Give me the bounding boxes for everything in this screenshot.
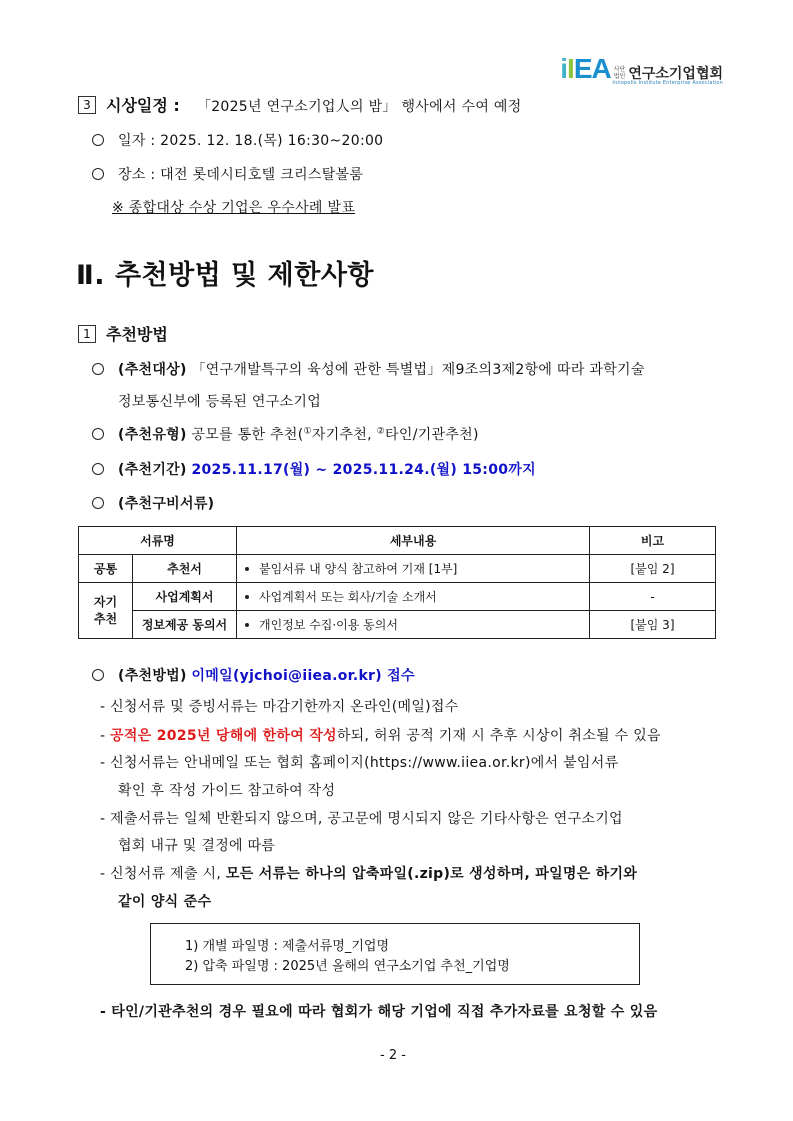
table-row [79,583,716,611]
doc-detail: 붙임서류 내 양식 참고하여 기재 [1부] [259,562,458,576]
circle-bullet-icon [92,363,104,375]
doc-detail: 사업계획서 또는 회사/기술 소개서 [259,590,437,604]
circle-bullet-icon [92,168,104,180]
logo-name: 연구소기업협회 [628,66,723,82]
submission-line-3a: - 신청서류는 안내메일 또는 협회 홈페이지(https://www.iiea.or.kr)에서 붙임서류 [100,755,619,771]
type-mid: 자기추천, [311,427,377,443]
submission-line-6: - 타인/기관추천의 경우 필요에 따라 협회가 해당 기업에 직접 추가자료를 요청할 수 있음 [100,1004,658,1020]
association-logo [560,53,723,86]
award-schedule-title: 시상일정 : [106,96,180,115]
award-date: 일자 : 2025. 12. 18.(목) 16:30~20:00 [118,133,384,149]
submission-line-3b: 확인 후 작성 가이드 참고하여 작성 [118,783,336,799]
method-title: 추천방법 [106,325,168,344]
submission-item [92,665,415,685]
submission-line-1: - 신청서류 및 증빙서류는 마감기한까지 온라인(메일)접수 [100,699,459,715]
circle-bullet-icon [92,669,104,681]
submission-line-2-red: 공적은 2025년 당해에 한하여 작성 [110,728,337,744]
type-text-pre: 공모를 통한 추천( [191,427,304,443]
submission-value: 이메일(yjchoi@iiea.or.kr) 접수 [191,668,415,684]
doc-detail-cell [237,611,590,639]
submission-line-5 [100,863,637,883]
period-item [92,459,536,479]
submission-line-4a: - 제출서류는 일체 반환되지 않으며, 공고문에 명시되지 않은 기타사항은 연구소기업 [100,811,623,827]
period-value: 2025.11.17(월) ~ 2025.11.24.(월) 15:00까지 [191,462,536,478]
type-label: (추천유형) [118,427,187,443]
doc-detail: 개인정보 수집·이용 동의서 [259,618,398,632]
section-number-box: 3 [78,96,96,114]
type-sup-2: ② [376,426,386,437]
period-label: (추천기간) [118,462,187,478]
award-place-item [92,164,363,184]
chapter-title: Ⅱ. 추천방법 및 제한사항 [76,260,374,291]
circle-bullet-icon [92,428,104,440]
table-header: 비고 [590,527,716,555]
dot-bullet-icon [245,623,249,627]
type-item [92,424,479,444]
submission-line-5-bold: 모든 서류는 하나의 압축파일(.zip)로 생성하며, 파일명은 하기와 [225,866,638,882]
award-note: ※ 종합대상 수상 기업은 우수사례 발표 [112,200,356,216]
submission-line-2: - 공적은 2025년 당해에 한하여 작성하되, 허위 공적 기재 시 추후 시상이 취소될 수 있음 [100,728,661,744]
award-place: 장소 : 대전 롯데시티호텔 크리스탈볼룸 [118,167,364,183]
doc-note: [붙임 2] [590,555,716,583]
logo-tagline: Innopolis Institute Enterprise Association [612,80,723,86]
table-header: 서류명 [79,527,237,555]
submission-line-4b: 협회 내규 및 결정에 따름 [118,838,276,854]
dot-bullet-icon [245,567,249,571]
docs-label: (추천구비서류) [118,496,215,512]
doc-note: - [590,583,716,611]
group-self: 자기 추천 [79,583,133,639]
award-schedule-heading [78,93,522,116]
submission-line-5b: 같이 양식 준수 [118,894,212,910]
target-item [92,359,645,379]
type-sup-1: ① [303,426,312,437]
filename-rule-2: 2) 압축 파일명 : 2025년 올해의 연구소기업 추천_기업명 [185,959,510,974]
logo-mark: iIEA [560,53,611,84]
method-heading [78,322,168,345]
table-row [79,611,716,639]
doc-name: 정보제공 동의서 [133,611,237,639]
doc-detail-cell [237,583,590,611]
submission-line-5-pre: - 신청서류 제출 시, [100,866,226,882]
submission-label: (추천방법) [118,668,187,684]
circle-bullet-icon [92,497,104,509]
logo-small-text: 사단 법인 [613,66,626,80]
filename-rule-1: 1) 개별 파일명 : 제출서류명_기업명 [185,939,390,954]
filename-format-box [150,923,640,985]
circle-bullet-icon [92,134,104,146]
award-date-item [92,130,383,150]
docs-item [92,493,214,513]
circle-bullet-icon [92,463,104,475]
award-schedule-desc: 「2025년 연구소기업人의 밤」 행사에서 수여 예정 [196,99,522,115]
dot-bullet-icon [245,595,249,599]
target-text-2: 정보통신부에 등록된 연구소기업 [118,394,322,410]
target-text-1: 「연구개발특구의 육성에 관한 특별법」제9조의3제2항에 따라 과학기술 [191,362,645,378]
doc-name: 추천서 [133,555,237,583]
table-header: 세부내용 [237,527,590,555]
table-row [79,555,716,583]
target-label: (추천대상) [118,362,187,378]
doc-note: [붙임 3] [590,611,716,639]
section-number-box: 1 [78,325,96,343]
table-header-row [79,527,716,555]
doc-name: 사업계획서 [133,583,237,611]
group-common: 공통 [79,555,133,583]
type-post: 타인/기관추천) [385,427,479,443]
submission-line-2-rest: 하되, 허위 공적 기재 시 추후 시상이 취소될 수 있음 [336,728,661,744]
doc-detail-cell [237,555,590,583]
required-documents-table [78,526,716,639]
page-number: - 2 - [380,1048,406,1063]
